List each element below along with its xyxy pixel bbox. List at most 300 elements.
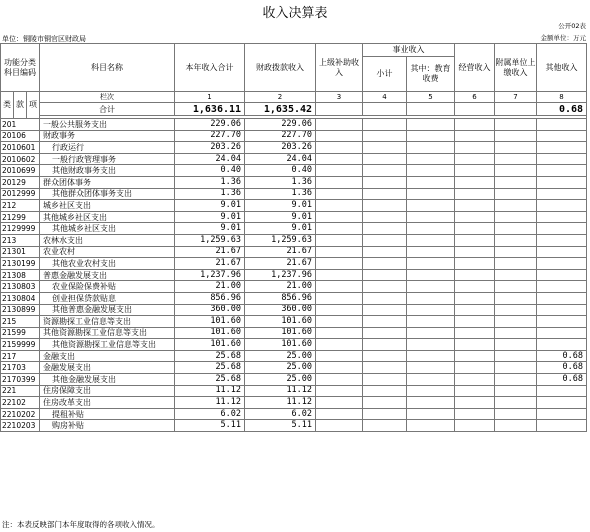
empty-cell [455,246,495,258]
row-total-income: 9.01 [175,211,245,223]
col-num: 2 [245,92,316,103]
empty-cell [316,292,363,304]
empty-cell [455,188,495,200]
empty-cell [407,211,455,223]
row-fiscal: 25.00 [245,350,316,362]
empty-cell [316,397,363,409]
row-fiscal: 21.00 [245,281,316,293]
row-item-name: 创业担保贷款贴息 [40,292,175,304]
header-xiang: 项 [27,92,40,119]
empty-cell [455,385,495,397]
row-code: 2129999 [1,223,40,235]
table-row [1,420,587,432]
row-other [537,327,587,339]
header-subtotal: 小计 [363,57,407,92]
empty-cell [316,385,363,397]
empty-cell [495,258,537,270]
total-income-value: 1,636.11 [175,103,245,116]
row-other [537,339,587,351]
row-item-name: 购房补贴 [40,420,175,432]
empty-cell [363,339,407,351]
table-row [1,165,587,177]
row-total-income: 229.06 [175,119,245,131]
table-row [1,397,587,409]
empty-cell [495,119,537,131]
col-num: 3 [316,92,363,103]
row-item-name: 其他城乡社区支出 [40,223,175,235]
row-other [537,142,587,154]
table-row [1,316,587,328]
empty-cell [316,130,363,142]
row-code: 21299 [1,211,40,223]
empty-cell [495,281,537,293]
row-total-income: 21.67 [175,258,245,270]
empty-cell [363,397,407,409]
empty-cell [316,269,363,281]
report-title: 收入决算表 [262,6,328,21]
empty-cell [495,211,537,223]
row-other: 0.68 [537,350,587,362]
row-total-income: 25.68 [175,374,245,386]
empty-cell [407,200,455,212]
empty-cell [455,362,495,374]
row-code: 2010699 [1,165,40,177]
form-number: 公开02表 [558,22,586,30]
row-fiscal: 9.01 [245,200,316,212]
empty-cell [407,188,455,200]
row-total-income: 9.01 [175,223,245,235]
row-fiscal: 1,259.63 [245,234,316,246]
row-other [537,292,587,304]
empty-cell [407,119,455,131]
col-num: 7 [495,92,537,103]
empty-cell [455,269,495,281]
empty-cell [316,246,363,258]
row-item-name: 其他农业农村支出 [40,258,175,270]
empty-cell [407,327,455,339]
row-other [537,281,587,293]
col-num: 6 [455,92,495,103]
empty-cell [455,258,495,270]
table-row [1,362,587,374]
row-fiscal: 11.12 [245,385,316,397]
row-code: 221 [1,385,40,397]
row-other [537,269,587,281]
empty-cell [363,292,407,304]
empty-cell [495,362,537,374]
empty-cell [316,165,363,177]
row-code: 2210203 [1,420,40,432]
empty-cell [316,316,363,328]
row-code: 2012999 [1,188,40,200]
row-fiscal: 101.60 [245,316,316,328]
row-other [537,385,587,397]
empty-cell [407,292,455,304]
empty-cell [316,362,363,374]
row-other [537,165,587,177]
unit-label: 单位：铜陵市铜官区财政局 [2,35,86,43]
row-code: 2010601 [1,142,40,154]
empty-cell [455,130,495,142]
empty-cell [495,130,537,142]
row-other [537,408,587,420]
table-row [1,130,587,142]
row-code: 213 [1,234,40,246]
row-fiscal: 25.00 [245,362,316,374]
header-fiscal: 财政拨款收入 [245,44,316,92]
empty-cell [363,130,407,142]
empty-cell [363,153,407,165]
row-fiscal: 0.40 [245,165,316,177]
row-code: 20106 [1,130,40,142]
row-total-income: 1,259.63 [175,234,245,246]
empty-cell [316,142,363,154]
empty-cell [316,119,363,131]
empty-cell [495,176,537,188]
empty-cell [363,119,407,131]
table-row [1,339,587,351]
row-fiscal: 101.60 [245,327,316,339]
empty-cell [316,258,363,270]
row-code: 21301 [1,246,40,258]
empty-cell [455,119,495,131]
table-row [1,327,587,339]
row-other [537,188,587,200]
empty-cell [316,176,363,188]
row-code: 2130804 [1,292,40,304]
row-other [537,223,587,235]
row-total-income: 11.12 [175,385,245,397]
header-total-income: 本年收入合计 [175,44,245,92]
row-code: 212 [1,200,40,212]
empty-cell [316,211,363,223]
header-upper-subsidy: 上级补助收入 [316,44,363,92]
row-total-income: 25.68 [175,362,245,374]
row-total-income: 9.01 [175,200,245,212]
row-total-income: 24.04 [175,153,245,165]
row-item-name: 住房保障支出 [40,385,175,397]
empty-cell [407,316,455,328]
empty-cell [495,304,537,316]
row-item-name: 其他群众团体事务支出 [40,188,175,200]
empty-cell [495,165,537,177]
empty-cell [363,374,407,386]
row-item-name: 住房改革支出 [40,397,175,409]
income-table [0,43,587,432]
row-item-name: 资源勘探工业信息等支出 [40,316,175,328]
row-fiscal: 5.11 [245,420,316,432]
row-total-income: 5.11 [175,420,245,432]
empty-cell [407,258,455,270]
row-code: 215 [1,316,40,328]
row-fiscal: 360.00 [245,304,316,316]
row-code: 21599 [1,327,40,339]
empty-cell [407,362,455,374]
total-row [1,103,587,116]
row-item-name: 农林水支出 [40,234,175,246]
table-row [1,258,587,270]
empty-cell [316,408,363,420]
total-fiscal-value: 1,635.42 [245,103,316,116]
table-row [1,374,587,386]
row-total-income: 0.40 [175,165,245,177]
empty-cell [316,281,363,293]
table-row [1,292,587,304]
empty-cell [495,350,537,362]
row-item-name: 其他普惠金融发展支出 [40,304,175,316]
empty-cell [495,234,537,246]
row-code: 2130899 [1,304,40,316]
row-fiscal: 9.01 [245,223,316,235]
row-other [537,200,587,212]
empty-cell [407,385,455,397]
row-item-name: 普惠金融发展支出 [40,269,175,281]
empty-cell [316,200,363,212]
empty-cell [495,397,537,409]
header-affiliated: 附属单位上缴收入 [495,44,537,92]
row-other [537,246,587,258]
empty-cell [455,142,495,154]
empty-cell [495,374,537,386]
row-code: 20129 [1,176,40,188]
row-item-name: 提租补贴 [40,408,175,420]
empty-cell [495,385,537,397]
empty-cell [316,374,363,386]
row-total-income: 227.70 [175,130,245,142]
row-other [537,153,587,165]
empty-cell [363,165,407,177]
row-code: 21308 [1,269,40,281]
total-other-value: 0.68 [537,103,587,116]
table-row [1,304,587,316]
row-total-income: 101.60 [175,339,245,351]
empty-cell [407,339,455,351]
table-row [1,281,587,293]
empty-cell [407,130,455,142]
row-fiscal: 21.67 [245,258,316,270]
empty-cell [455,304,495,316]
empty-cell [407,176,455,188]
table-row [1,119,587,131]
row-other [537,397,587,409]
empty-cell [316,350,363,362]
empty-cell [363,246,407,258]
header-kuan: 款 [14,92,27,119]
table-row [1,350,587,362]
header-func-code: 功能分类科目编码 [1,44,40,92]
empty-cell [407,165,455,177]
row-total-income: 360.00 [175,304,245,316]
row-fiscal: 229.06 [245,119,316,131]
empty-cell [455,292,495,304]
row-item-name: 其他资源勘探工业信息等支出 [40,327,175,339]
row-code: 2210202 [1,408,40,420]
row-fiscal: 203.26 [245,142,316,154]
row-total-income: 1.36 [175,188,245,200]
row-total-income: 101.60 [175,316,245,328]
empty-cell [363,223,407,235]
empty-cell [455,200,495,212]
empty-cell [495,408,537,420]
empty-cell [363,281,407,293]
row-code: 21703 [1,362,40,374]
row-code: 2159999 [1,339,40,351]
empty-cell [363,316,407,328]
row-item-name: 其他资源勘探工业信息等支出 [40,339,175,351]
table-row [1,153,587,165]
row-item-name: 一般公共服务支出 [40,119,175,131]
row-other [537,304,587,316]
row-code: 201 [1,119,40,131]
row-item-name: 农业农村 [40,246,175,258]
row-other [537,119,587,131]
row-fiscal: 227.70 [245,130,316,142]
empty-cell [316,327,363,339]
row-other [537,211,587,223]
row-item-name: 其他金融发展支出 [40,374,175,386]
row-item-name: 财政事务 [40,130,175,142]
empty-cell [363,385,407,397]
empty-cell [407,408,455,420]
empty-cell [455,176,495,188]
empty-cell [455,397,495,409]
empty-cell [316,420,363,432]
row-total-income: 21.67 [175,246,245,258]
table-row [1,269,587,281]
row-total-income: 21.00 [175,281,245,293]
empty-cell [407,374,455,386]
row-code: 217 [1,350,40,362]
row-total-income: 11.12 [175,397,245,409]
amount-unit: 金额单位：万元 [540,34,586,42]
row-total-income: 1,237.96 [175,269,245,281]
empty-cell [455,316,495,328]
header-business: 事业收入 [363,44,455,57]
column-label: 栏次 [40,92,175,103]
row-other [537,316,587,328]
row-fiscal: 11.12 [245,397,316,409]
empty-cell [495,153,537,165]
footnote: 注：本表反映部门本年度取得的各项收入情况。 [2,520,160,529]
col-num: 1 [175,92,245,103]
empty-cell [363,188,407,200]
empty-cell [363,408,407,420]
empty-cell [495,142,537,154]
empty-cell [363,269,407,281]
row-item-name: 其他城乡社区支出 [40,211,175,223]
row-total-income: 1.36 [175,176,245,188]
col-num: 4 [363,92,407,103]
empty-cell [455,211,495,223]
row-item-name: 金融支出 [40,350,175,362]
row-fiscal: 9.01 [245,211,316,223]
empty-cell [455,339,495,351]
table-row [1,246,587,258]
row-fiscal: 1.36 [245,188,316,200]
empty-cell [407,234,455,246]
empty-cell [495,200,537,212]
empty-cell [407,397,455,409]
empty-cell [495,327,537,339]
empty-cell [495,316,537,328]
empty-cell [363,304,407,316]
row-code: 2130803 [1,281,40,293]
row-total-income: 101.60 [175,327,245,339]
row-fiscal: 25.00 [245,374,316,386]
empty-cell [407,350,455,362]
table-row [1,188,587,200]
empty-cell [455,165,495,177]
row-other [537,420,587,432]
row-other: 0.68 [537,374,587,386]
empty-cell [495,339,537,351]
empty-cell [455,408,495,420]
empty-cell [407,153,455,165]
header-lei: 类 [1,92,14,119]
table-row [1,200,587,212]
empty-cell [363,420,407,432]
table-row [1,211,587,223]
empty-cell [316,223,363,235]
row-other [537,130,587,142]
row-other: 0.68 [537,362,587,374]
col-num: 5 [407,92,455,103]
table-row [1,176,587,188]
row-item-name: 群众团体事务 [40,176,175,188]
empty-cell [495,223,537,235]
row-fiscal: 856.96 [245,292,316,304]
empty-cell [363,211,407,223]
empty-cell [455,281,495,293]
table-row [1,385,587,397]
row-other [537,234,587,246]
row-fiscal: 6.02 [245,408,316,420]
row-fiscal: 24.04 [245,153,316,165]
empty-cell [363,142,407,154]
empty-cell [455,327,495,339]
row-code: 2170399 [1,374,40,386]
empty-cell [407,281,455,293]
row-code: 22102 [1,397,40,409]
row-fiscal: 1.36 [245,176,316,188]
empty-cell [407,223,455,235]
row-fiscal: 101.60 [245,339,316,351]
row-fiscal: 1,237.96 [245,269,316,281]
empty-cell [495,246,537,258]
empty-cell [316,188,363,200]
empty-cell [316,153,363,165]
empty-cell [455,350,495,362]
empty-cell [495,292,537,304]
row-item-name: 行政运行 [40,142,175,154]
table-row [1,234,587,246]
empty-cell [495,420,537,432]
empty-cell [316,339,363,351]
empty-cell [363,350,407,362]
empty-cell [363,362,407,374]
empty-cell [455,153,495,165]
empty-cell [495,269,537,281]
row-item-name: 金融发展支出 [40,362,175,374]
empty-cell [495,188,537,200]
empty-cell [316,234,363,246]
empty-cell [407,420,455,432]
empty-cell [363,258,407,270]
table-row [1,142,587,154]
empty-cell [363,176,407,188]
col-num: 8 [537,92,587,103]
empty-cell [363,327,407,339]
